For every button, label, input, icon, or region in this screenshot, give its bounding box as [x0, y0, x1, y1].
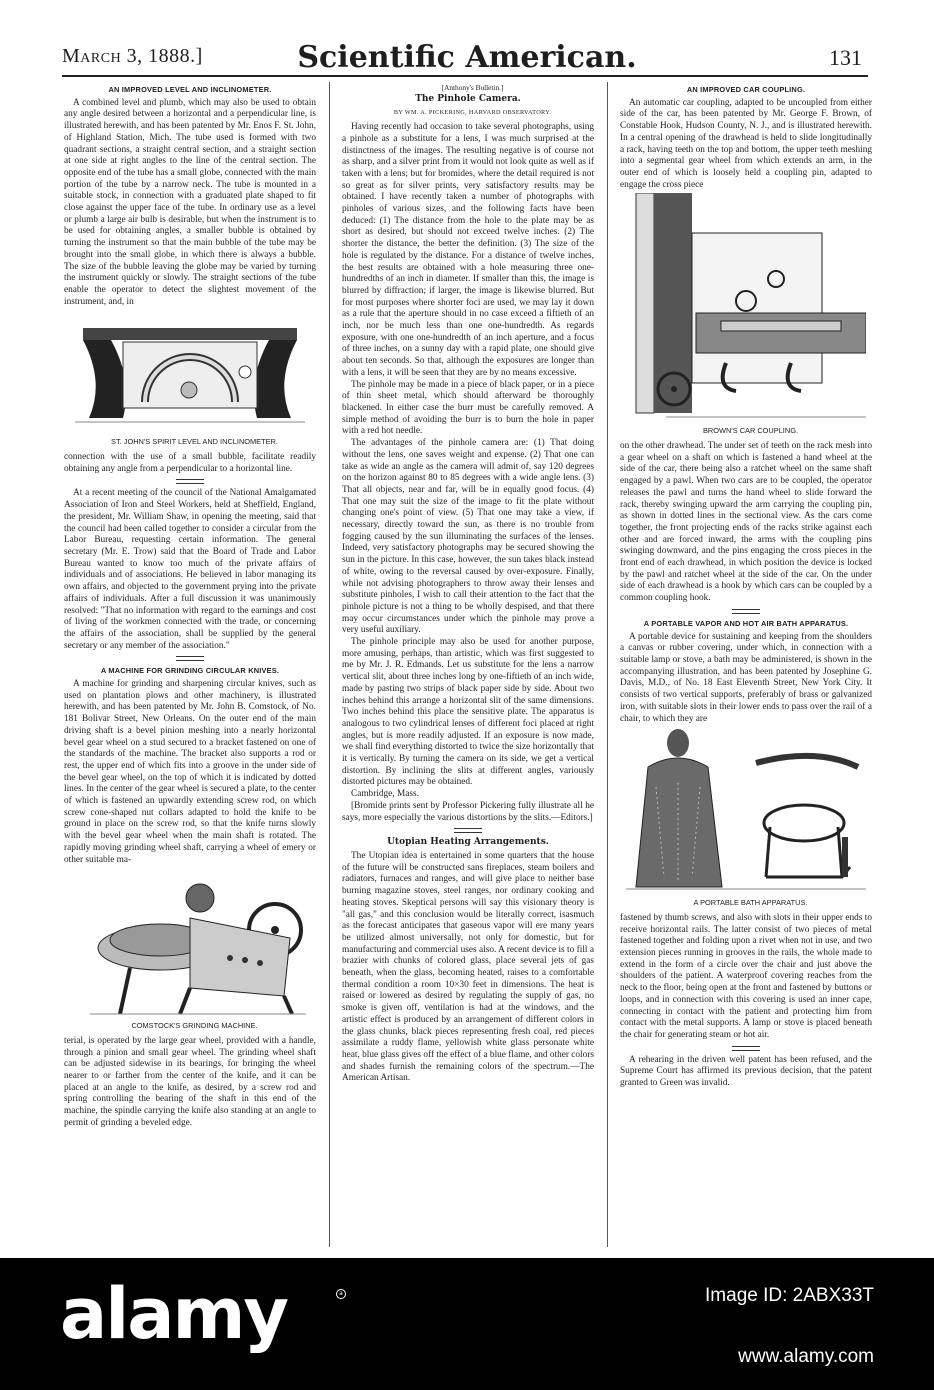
- article-title-bath: A PORTABLE VAPOR AND HOT AIR BATH APPARATUS.: [643, 618, 849, 628]
- header-rule: [62, 75, 868, 77]
- column-divider: [607, 82, 608, 1247]
- column-middle: [342, 82, 594, 1085]
- alamy-logo: alamy: [60, 1273, 288, 1355]
- article-paragraph: connection with the use of a small bubble, facilitate readily obtaining any angle from a perpendicular to a horizontal line.: [64, 452, 316, 474]
- trademark-icon: a: [336, 1289, 346, 1299]
- column-left: [64, 82, 316, 1130]
- article-title-level: AN IMPROVED LEVEL AND INCLINOMETER.: [108, 85, 272, 94]
- image-id-label: Image ID: 2ABX33T: [705, 1285, 874, 1306]
- article-paragraph: terial, is operated by the large gear wheel, provided with a handle, through a pinion and small gear wheel. The grinding wheel shaft can be adjusted sidewise in its bearings, for bringing the wheel nearer to or farther from the center of the knife, and it can be placed at an angle to the knife, as desired, by a screw rod and spring controlling the bearing of the shaft in this end of the machine, the spindle carrying the knife also standing at an angle to permit of grinding a beveled edge.: [64, 1035, 316, 1128]
- site-url-label: www.alamy.com: [738, 1346, 874, 1367]
- figure-caption-coupling: BROWN'S CAR COUPLING.: [702, 426, 799, 436]
- article-title-pinhole: The Pinhole Camera.: [415, 93, 521, 104]
- editor-note: [Bromide prints sent by Professor Pickering fully illustrate all he says, more especially the various distortions by the slits.—Editors.]: [342, 800, 594, 823]
- column-divider: [329, 82, 330, 1247]
- article-paragraph: A combined level and plumb, which may also be used to obtain any angle desired between a horizontal and a perpendicular line, is illustrated herewith, and has been patented by Mr. Enos F. St. John, of Highland Station, Mich. The tube used is formed with two quadrant sections, a straight central section, and a straight section at one side at right angles to the line of the central section. The opposite end of the tube has a small globe, connected with the main portion of the tube by a narrow neck. The tube is mounted in a suitable stock, in connection with a graduated plate shaped to fit close against the upper face of the tube. In ordinary use as a level or plumb a large air bulb is desirable, but when the instrument is to be used for obtaining angles, a smaller bubble is obtained by turning the instrument so that the main bubble of the tube may be brought into the small globe, in which there is always a bubble. The size of the bubble leaving the globe may be varied by turning the instrument quickly or slowly. The straight sections of the tube enable the operator to detect the slightest movement of the instrument, and, in: [64, 97, 316, 307]
- article-paragraph: An automatic car coupling, adapted to be uncoupled from either side of the car, has been patented by Mr. George F. Brown, of Constable Hook, Hudson County, N. J., and is illustrated herewith. In a central opening of the drawhead is held to slide longitudinally a rack, having teeth on the top and bottom, the upper teeth meshing into a segmental gear wheel from which extends an arm, in the outer end of which is loosely held a coupling pin, adapted to engage the cross piece: [620, 97, 872, 190]
- spirit-level-illustration: [75, 310, 305, 434]
- article-paragraph: The pinhole may be made in a piece of black paper, or in a piece of thin sheet metal, which should afterward be thoroughly blackened. In either case the burr must be carefully removed. A simple method of avoiding the burr is to burn the hole in paper with a red hot needle.: [342, 379, 594, 437]
- column-right: [620, 82, 872, 1090]
- article-paragraph-council: At a recent meeting of the council of the National Amalgamated Association of Iron and Steel Workers, held at Sheffield, England, the president, Mr. William Shaw, in opening the meeting, said that the council had been called together to consider a circular from the Labor Bureau, requesting certain information. The general secretary (Mr. E. Trow) said that the Board of Trade and Labor Bureau wanted to know too much of the private affairs of individuals and of associations. He believed in labor managing its own affairs, and objected to the government prying into the private affairs of individuals. After a full discussion it was unanimously resolved: "That no information with regard to the earnings and cost of living of the workmen connected with the trade, or concerning the affairs of the association, shall be supplied by the general secretary or any member of the association.": [64, 488, 316, 651]
- section-separator: [454, 828, 482, 833]
- article-title-grinding: A MACHINE FOR GRINDING CIRCULAR KNIVES.: [100, 666, 280, 676]
- article-paragraph: The Utopian idea is entertained in some quarters that the house of the future will be constructed sans fireplaces, steam boilers and radiators, furnaces and ranges, and will give place to neither base burning magazine stoves, steel ranges, nor ordinary cooking and heating stoves. Skeptical persons will say this visionary theory is "all gas," and this conclusion would be literally correct, isasmuch as the forecast anticipates that gaseous vapor will ere many years be utilized almost universally, not only for domestic, but for manufacturing and commercial uses also. A recent device is to fill a brazier with chunks of colored glass, place several jets of gas beneath, when the glass, becoming heated, raises to a comfortable thermal condition a room 10×30 feet in dimensions. The heat is raised or lowered as desired by regulating the supply of gas, no smoke is given off, ventilation is had at the windows, and the artistic effect is produced by an arrangement of different colors in the glass chunks, black pieces representing fresh coal, red pieces assimilate a ruddy flame, yellowish white glass personate white heat, blue glass gives off the effect of a blue flame, and other colors and shades furnish the remaining colors of the spectrum.—The American Artisan.: [342, 851, 594, 1084]
- car-coupling-illustration: [626, 193, 866, 423]
- article-paragraph: The pinhole principle may also be used for another purpose, more amusing, perhaps, than artistic, which was first suggested to me by Mr. J. R. Edmands. Let us substitute for the lens a narrow vertical slit, about three inches long by one-fiftieth of an inch wide, made by pasting two strips of black paper side by side. About two inches behind this arrange a horizontal slit of the same dimensions. Two inches behind this place the sensitive plate. The apparatus is analogous to two cylindrical lenses of different foci placed at right angles, but is more readily adjusted. If an exposure is now made, we shall find everything distorted to twice the size horizontally that it is vertically. By turning the camera on its side, we get a vertical distortion. By inclining the slits at different angles, variously distorted pictures may be obtained.: [342, 637, 594, 788]
- section-separator: [176, 479, 204, 484]
- page-number: 131: [829, 45, 862, 70]
- bath-apparatus-illustration: [626, 727, 866, 895]
- article-place: Cambridge, Mass.: [351, 789, 419, 800]
- figure-caption-level: ST. JOHN'S SPIRIT LEVEL AND INCLINOMETER.: [111, 437, 278, 447]
- article-byline: BY WM. A. PICKERING, HARVARD OBSERVATORY.: [393, 109, 552, 117]
- figure-caption-grinding: COMSTOCK'S GRINDING MACHINE.: [131, 1021, 258, 1031]
- article-paragraph: A portable device for sustaining and keeping from the shoulders a canvas or rubber covering, under which, in connection with a suitable lamp or stove, a bath may be administered, is shown in the accompanying illustration, and has been patented by Josephine G. Davis, M.D., of No. 18 East Eleventh Street, New York City. It consists of two vertical supports, preferably of brass or galvanized iron, with suitable slots in their lower ends to pass over the rail of a chair, to which they are: [620, 631, 872, 724]
- source-note: [Anthony's Bulletin.]: [441, 83, 504, 92]
- figure-caption-bath: A PORTABLE BATH APPARATUS.: [693, 898, 808, 908]
- article-paragraph: Having recently had occasion to take several photographs, using a pinhole as a substitute for a lens, I was much surprised at the distinctness of the images. The resulting negative is of course not as sharp, and a silver print from it would not look quite as well as if taken with a lens; but for bromides, where the detail required is not so great as for silver prints, very satisfactory results may be obtained. I have recently taken a number of photographs with pinholes of various sizes, and the following facts have been deduced: (1) The distance from the hole to the plate may be as short as desired, but should not exceed twelve inches. (2) The shorter the distance, the better the definition. (3) The size of the hole is regulated by the distance. For a distance of twelve inches, the best results are obtained with a hole measuring three one-hundredths of an inch in diameter. If smaller than this, the image is blurred by diffraction; if larger, the image is likewise blurred. But for most purposes where shorter foci are used, we may lay it down as a rule that the aperture should in no case exceed a fiftieth of an inch, nor be much less than one one-hundredth. As regards exposure, with one one-hundredth of an inch aperture, and a focus of three inches, on a sunny day with a rapid plate, one should give about ten seconds. So that, although the exposures are longer than with a lens, it will be seen that they are by no means excessive.: [342, 122, 594, 378]
- article-paragraph: A machine for grinding and sharpening circular knives, such as used on plantation plows and other machinery, is illustrated herewith, and has been patented by Mr. John B. Comstock, of No. 181 Bolivar Street, New Orleans. On the outer end of the main driving shaft is a bevel pinion meshing into a nearly horizontal bevel gear wheel on a stud secured to a bracket fastened on one of the standards of the machine. The bracket also supports a rod or rest, the upper end of which fits into a groove in the under side of the bevel gear wheel, on the top of which it is indicated by dotted lines. In the center of the gear wheel is secured a plate, to the center of which is fastened an upwardly extending screw rod, on which screw cone-shaped nut collars adapted to hold the knife to be ground in place on the screw rod, so that the knife turns slowly with the bevel gear wheel when the main shaft is rotated. The rapidly moving grinding wheel shaft, carrying a wheel of emery or other suitable ma-: [64, 679, 316, 865]
- section-separator: [732, 609, 760, 614]
- article-paragraph: The advantages of the pinhole camera are: (1) That doing without the lens, one saves weight and expense. (2) That one can take as wide an angle as the camera will admit of, say 120 degrees on the horizon against 80 to 85 degrees with a wide angle lens. (3) That all objects, near and far, will be in equally good focus. (4) That one may suit the size of the image to fit the plate without changing one's point of view. (5) That one may take a view, if necessary, directly toward the sun, as there is no trouble from fogging caused by the sun illuminating the surfaces of the lenses. Indeed, very satisfactory photographs may be secured showing the sun in the picture. In this case, however, the sun takes black instead of white, owing to the reversal caused by over-exposure. Finally, while not advising photographers to throw away their lenses and substitute pinholes, I wish to call their attention to the fact that the pinhole picture is not a thing to be wholly despised, and that there may occur circumstances under which the pinhole may prove a very useful auxiliary.: [342, 438, 594, 636]
- issue-date: March 3, 1888.]: [62, 45, 203, 67]
- article-paragraph: fastened by thumb screws, and also with slots in their upper ends to receive horizontal rails. The latter consist of two pieces of metal fastened together and folding upon a rivet when not in use, and two extension pieces running in grooves in the rails, the whole made to extend in the form of a circle over the chair and just above the shoulders of the patient. A waterproof covering reaches from the neck to the floor, being open at the front and fastened by buttons or loops, and in connection with this covering is used an inner cape, connecting in contact with the patient and protecting him from contact with the metal supports. A lamp or stove is placed beneath the chair for generating steam or hot air.: [620, 912, 872, 1040]
- section-separator: [176, 656, 204, 661]
- article-title-utopian: Utopian Heating Arrangements.: [387, 837, 549, 848]
- grinding-machine-illustration: [70, 868, 310, 1018]
- section-separator: [732, 1046, 760, 1051]
- article-paragraph-rehearing: A rehearing in the driven well patent has been refused, and the Supreme Court has affirmed its previous decision, that the patent granted to Green was invalid.: [620, 1054, 872, 1089]
- article-title-coupling: AN IMPROVED CAR COUPLING.: [686, 85, 806, 94]
- masthead-title: Scientific American.: [297, 40, 637, 75]
- article-paragraph: on the other drawhead. The under set of teeth on the rack mesh into a gear wheel on a shaft on which is fastened a hand wheel at the side of the car, there being also a ratchet wheel on the same shaft engaged by a pawl. When two cars are to be coupled, the operator releases the pawl and turns the hand wheel to slide forward the rack, thereby swinging upward the arm carrying the coupling pin, as shown in dotted lines in the sectional view. As the cars come together, the front projecting ends of the racks strike against each other and are forced inward, the arms with the coupling pins swinging downward, and the pins engaging the cross pieces in the front end of each drawhead, in which position the device is locked by the pawl and ratchet wheel at the side of the car. On the under side of each drawhead is a hook by which cars can be coupled by a common coupling hook.: [620, 441, 872, 604]
